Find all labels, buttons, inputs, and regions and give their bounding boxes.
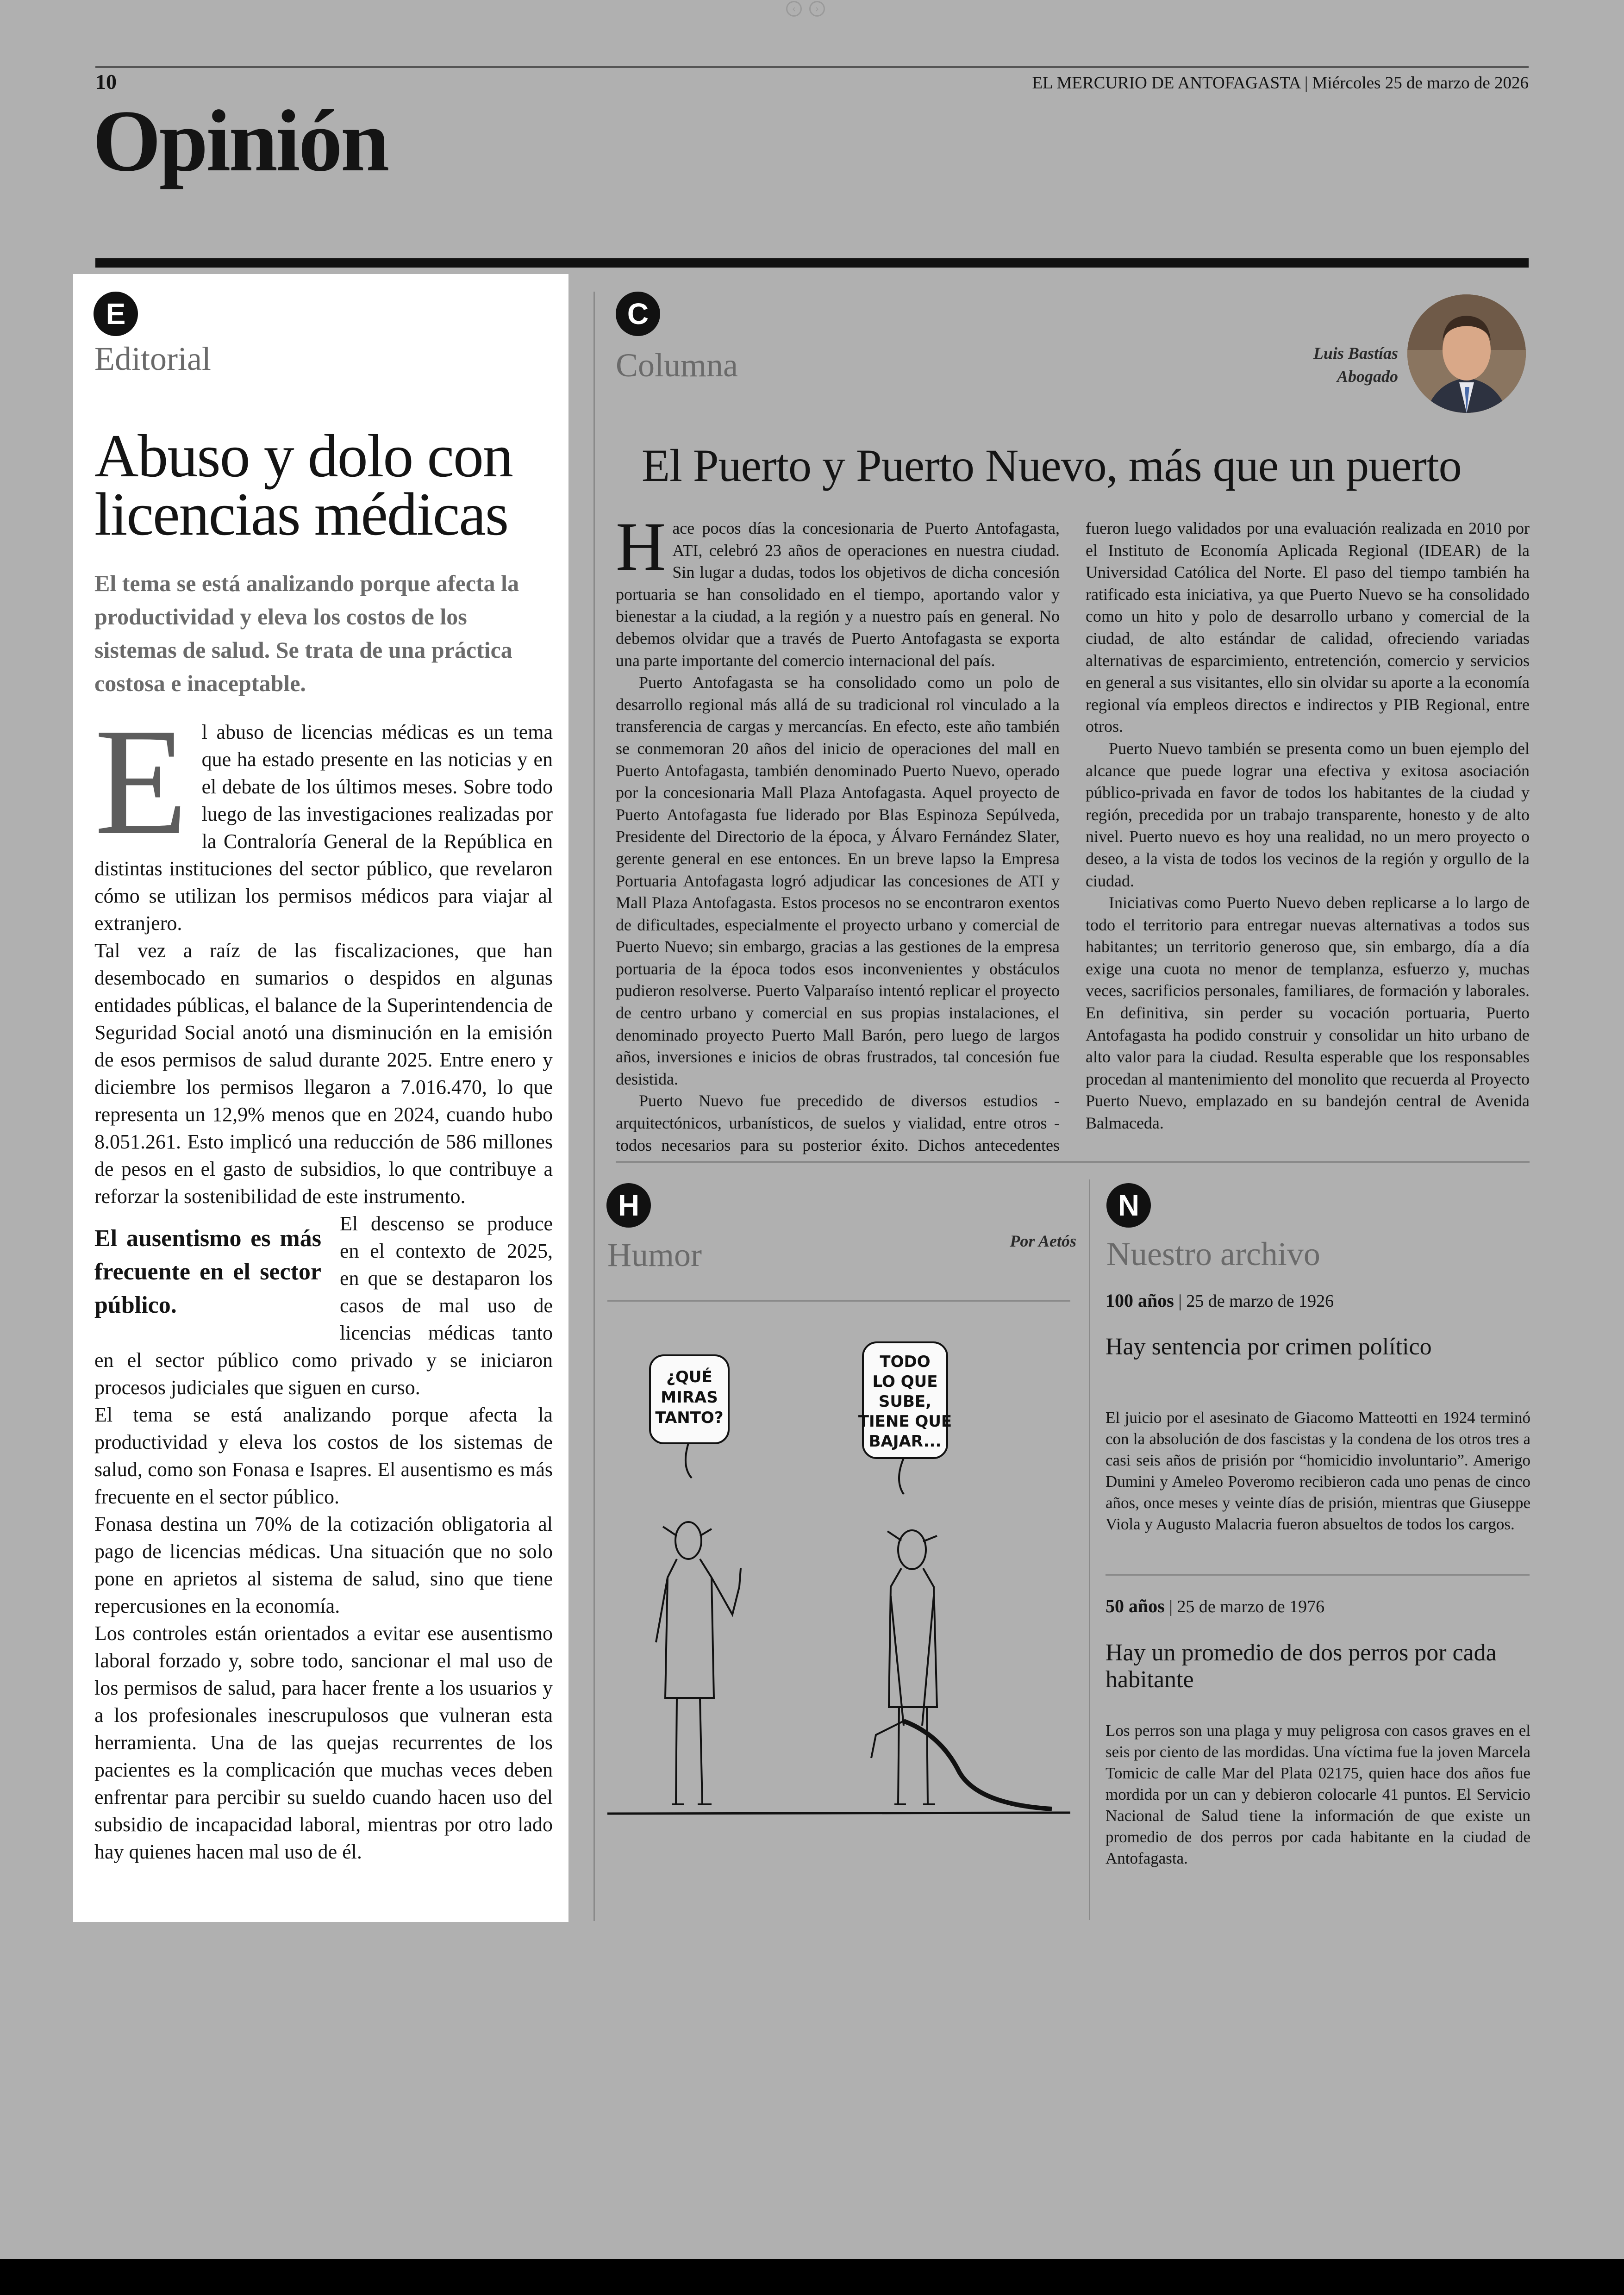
editorial-paragraph-text: l abuso de licencias médicas es un tema que ha estado presente en las noticias y en el debate de los últimos meses. Sobre todo luego de las investigaciones realizadas por la Contraloría General de la República en distintas instituciones del sector público, que revelaron cómo se utilizan los permisos médicos para viajar al extranjero. xyxy=(94,721,553,935)
editorial-paragraph: El tema se está analizando porque afecta la productividad y eleva los costos de los sistemas de salud, como son Fonasa e Isapres. El ausentismo es más frecuente en el sector público. xyxy=(94,1403,553,1508)
viewer-bottom-bar xyxy=(0,2259,1624,2295)
editorial-paragraph xyxy=(94,697,553,937)
archive-entry2-years: 50 años xyxy=(1106,1596,1165,1616)
bubble-right-line: TODO xyxy=(880,1353,931,1371)
editorial-paragraph: El descenso se produce en el contexto de 2025, en que se destaparon los casos de mal uso de licencias médicas tanto en el sector público como privado y se iniciaron procesos judiciales que siguen en curso. xyxy=(94,1212,553,1399)
section-title: Opinión xyxy=(93,93,388,190)
humor-author: Por Aetós xyxy=(1010,1232,1076,1250)
column-paragraph: Puerto Nuevo también se presenta como un buen ejemplo del alcance que puede lograr una efectiva y exitosa asociación público-privada en favor de todos los habitantes de la ciudad y región, precedida por un trabajo transparente, honesto y de alto nivel. Puerto nuevo es hoy una realidad, no un mero proyecto o deseo, a la vista de todos los vecinos de la región y orgullo de la ciudad. xyxy=(1086,739,1530,890)
section-rule xyxy=(95,258,1529,268)
column-kicker: Columna xyxy=(616,347,738,384)
column-badge: C xyxy=(616,292,660,336)
editorial-pull-quote: El ausentismo es más frecuente en el sector público. xyxy=(94,1225,321,1318)
page-number: 10 xyxy=(95,70,117,94)
column-paragraph: Puerto Nuevo fue precedido de diversos estudios - arquitectónicos, urbanísticos, de suelos y vialidad, entre otros - todos necesarios para su posterior éxito. Dichos antecedentes fueron luego validados por una evaluación realizada en 2010 por el Instituto de Economía Aplicada Regional (IDEAR) de la Universidad Católica del Norte. El paso del tiempo también ha ratificado esta iniciativa, ya que Puerto Nuevo se ha consolidado como un hito y polo de desarrollo urbano y comercial de la ciudad, de alto estándar de calidad, ofreciendo variadas alternativas de esparcimiento, entretención, comercio y servicios en general a sus visitantes, ello sin olvidar su aporte a la economía regional vía empleos directos e indirectos y PIB Regional, entre otros. xyxy=(616,519,1530,1154)
prev-page-icon[interactable]: ‹ xyxy=(786,1,802,17)
archive-badge: N xyxy=(1106,1183,1151,1228)
page-nav-dots[interactable] xyxy=(782,0,838,19)
column-paragraph xyxy=(616,508,1060,672)
next-page-icon[interactable]: › xyxy=(809,1,825,17)
author-portrait-icon xyxy=(1407,294,1526,413)
archive-entry1-years: 100 años xyxy=(1106,1290,1174,1311)
humor-badge: H xyxy=(606,1183,651,1228)
column-paragraph-text: ace pocos días la concesionaria de Puerto Antofagasta, ATI, celebró 23 años de operaciones en nuestra ciudad. Sin lugar a dudas, todos los objetivos de dicha concesión portuaria se han consolidado en el tiempo, aportando valor y bienestar a la ciudad, a la región y a nuestro país en general. No debemos olvidar que a través de Puerto Antofagasta se exporta una parte importante del comercio internacional del país. xyxy=(616,519,1060,670)
editorial-kicker: Editorial xyxy=(94,340,211,377)
cartoon-illustration-icon xyxy=(607,1318,1070,1837)
humor-rule xyxy=(607,1300,1070,1302)
newspaper-name: EL MERCURIO DE ANTOFAGASTA xyxy=(1032,74,1300,93)
archive-entry1-text: El juicio por el asesinato de Giacomo Matteotti en 1924 terminó con la absolución de dos fascistas y la condena de los otros tres a casi seis años de prisión por “homicidio involuntario”. Amerigo Dumini y Ameleo Poveromo recibieron cada uno penas de cinco años, once meses y veinte días de prisión, mientras que Giuseppe Viola y Augusto Malacria fueron absueltos de todos los cargos. xyxy=(1106,1409,1530,1533)
archive-entry1-headline: Hay sentencia por crimen político xyxy=(1106,1334,1432,1360)
editorial-drop-cap: E xyxy=(94,697,188,866)
header-rule xyxy=(95,66,1529,68)
editorial-badge: E xyxy=(94,292,138,336)
bubble-left-line: TANTO? xyxy=(655,1409,724,1427)
bubble-right-line: LO QUE xyxy=(872,1372,938,1391)
masthead: EL MERCURIO DE ANTOFAGASTA | Miércoles 25 de marzo de 2026 xyxy=(1032,74,1529,93)
author-photo xyxy=(1407,294,1526,413)
issue-date: Miércoles 25 de marzo de 2026 xyxy=(1312,74,1529,93)
column-paragraph: Iniciativas como Puerto Nuevo deben replicarse a lo largo de todo el territorio para entregar nuevas alternativas a todos sus habitantes; un territorio generoso que, sin embargo, día a día exige una cuota no menor de templanza, esfuerzo y, muchas veces, sacrificios personales, familiares, de formación y laborales. En definitiva, sin perder su vocación portuaria, Puerto Antofagasta ha podido construir y consolidar un hito urbano de alto valor para la ciudad. Resulta esperable que los responsables procedan al mantenimiento del monolito que recuerda al Proyecto Puerto Nuevo, emplazado en su bandejón central de Avenida Balmaceda. xyxy=(1086,893,1530,1133)
archive-entry1-dateline: 100 años | 25 de marzo de 1926 xyxy=(1106,1290,1334,1311)
humor-cartoon xyxy=(607,1318,1070,1837)
column-drop-cap: H xyxy=(616,508,666,585)
column-divider xyxy=(593,292,595,1921)
archive-entry1-date: 25 de marzo de 1926 xyxy=(1186,1291,1334,1311)
column-bottom-rule xyxy=(616,1161,1530,1163)
editorial-headline: Abuso y dolo con licencias médicas xyxy=(94,422,512,548)
editorial-paragraph: Fonasa destina un 70% de la cotización obligatoria al pago de licencias médicas. Una situación que no solo pone en aprietos al sistema de salud, sino que tiene repercusiones en la economía. xyxy=(94,1513,553,1617)
editorial-deck: El tema se está analizando porque afecta la productividad y eleva los costos de los sistemas de salud. Se trata de una práctica costosa e inaceptable. xyxy=(94,570,519,696)
column-author xyxy=(1259,342,1398,388)
archive-kicker: Nuestro archivo xyxy=(1106,1235,1320,1272)
humor-kicker: Humor xyxy=(607,1236,702,1273)
column-paragraph: Puerto Antofagasta se ha consolidado como un polo de desarrollo regional más allá de su tradicional rol vinculado a la transferencia de cargas y mercancías. En efecto, este año también se conmemoran 20 años del inicio de operaciones del mall en Puerto Antofagasta, también denominado Puerto Nuevo, operado por la concesionaria Mall Plaza Antofagasta. Aquel proyecto de Puerto Antofagasta fue liderado por Blas Espinoza Sepúlveda, Presidente del Directorio de la época, y Álvaro Fernández Slater, gerente general en ese entonces. En un breve lapso la Empresa Portuaria Antofagasta logró adjudicar las concesiones de ATI y Mall Plaza Antofagasta. Estos procesos no se encontraron exentos de dificultades, especialmente el proyecto urbano y comercial de Puerto Nuevo; sin embargo, gracias a las gestiones de la empresa portuaria de la época todos esos inconvenientes y obstáculos pudieron resolverse. Puerto Valparaíso intentó replicar el proyecto de centro urbano y comercial en sus propias instalaciones, el denominado proyecto Puerto Mall Barón, pero luego de largos años, inversiones e inicios de obras frustrados, tal concesión fue desistida. xyxy=(616,673,1060,1088)
archive-entry2-text: Los perros son una plaga y muy peligrosa con casos graves en el seis por ciento de las mordidas. Una víctima fue la joven Marcela Tomicic de calle Mar del Plata 02175, quien hace dos años fue mordida por un can y debieron colocarle 41 puntos. El Servicio Nacional de Salud tiene la información de que existe un promedio de dos perros por cada habitante en la ciudad de Antofagasta. xyxy=(1106,1721,1530,1867)
column-headline: El Puerto y Puerto Nuevo, más que un puerto xyxy=(642,440,1462,491)
archive-entry2-dateline: 50 años | 25 de marzo de 1976 xyxy=(1106,1596,1325,1616)
bubble-right-line: TIENE QUE xyxy=(858,1412,952,1431)
bubble-left-line: MIRAS xyxy=(661,1388,718,1407)
humor-archive-divider xyxy=(1089,1179,1090,1920)
editorial-paragraph: Los controles están orientados a evitar ese ausentismo laboral forzado y, sobre todo, sancionar el mal uso de los permisos de salud, para hacer frente a los usuarios y a los profesionales inescrupulosos que vulneran esta herramienta. Una de las quejas recurrentes de los pacientes es la complicación que muchas veces deben enfrentar para percibir su sueldo cuando hacen uso del subsidio de incapacidad laboral, mientras por otro lado hay quienes hacen mal uso de él. xyxy=(94,1622,553,1863)
bubble-right-line: SUBE, xyxy=(878,1392,932,1411)
bubble-right-line: BAJAR... xyxy=(868,1432,942,1451)
editorial-paragraph: Tal vez a raíz de las fiscalizaciones, que han desembocado en sumarios o despidos en algunas entidades públicas, el balance de la Superintendencia de Seguridad Social anotó una disminución en la emisión de esos permisos de salud durante 2025. Entre enero y diciembre los permisos llegaron a 7.016.470, lo que representa un 12,9% menos que en 2024, cuando hubo 8.051.261. Esto implicó una reducción de 586 millones de pesos en el gasto de subsidios, lo que contribuye a reforzar la sostenibilidad de este instrumento. xyxy=(94,939,553,1208)
author-name: Luis Bastías xyxy=(1313,344,1398,362)
archive-entry2-date: 25 de marzo de 1976 xyxy=(1177,1597,1325,1616)
archive-rule xyxy=(1106,1574,1530,1576)
author-role: Abogado xyxy=(1337,367,1398,386)
archive-entry2-headline: Hay un promedio de dos perros por cada habitante xyxy=(1106,1640,1497,1693)
column-body xyxy=(616,508,1530,1156)
bubble-left-line: ¿QUÉ xyxy=(666,1368,712,1386)
editorial-body xyxy=(94,697,553,1865)
editorial-panel xyxy=(73,274,568,1922)
